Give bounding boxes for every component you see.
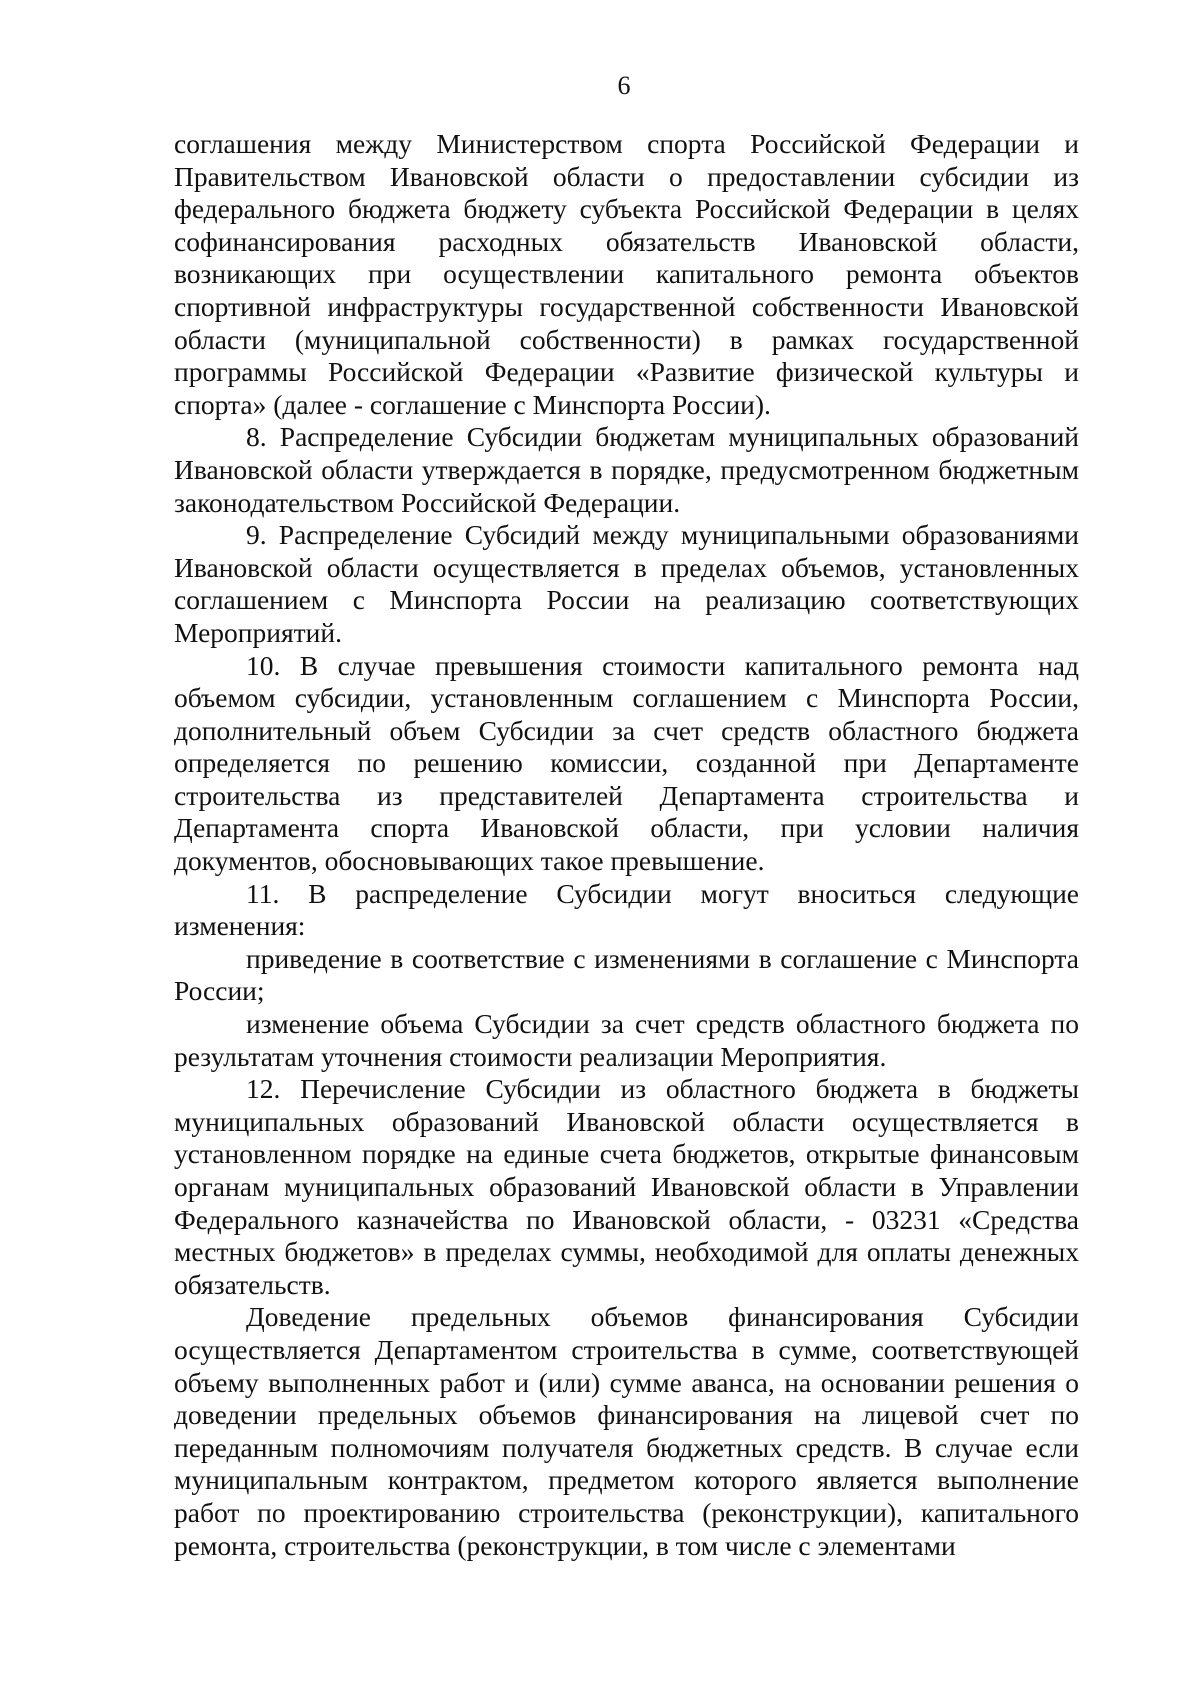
paragraph-agreement-continuation: соглашения между Министерством спорта Российской Федерации и Правительством Ивановской области о предоставлении субсидии из федерального бюджета бюджету субъекта Российской Федерации в целях софинансирования расходных обязательств Ивановской области, возникающих при осуществлении капитального ремонта объектов спортивной инфраструктуры государственной собственности Ивановской области (муниципальной собственности) в рамках государственной программы Российской Федерации «Развитие физической культуры и спорта» (далее - соглашение с Минспорта России). <box>174 128 1079 420</box>
paragraph-11-item-1: приведение в соответствие с изменениями в соглашение с Минспорта России; <box>174 942 1079 1007</box>
document-body <box>174 128 1079 1562</box>
paragraph-8: 8. Распределение Субсидии бюджетам муниципальных образований Ивановской области утверждается в порядке, предусмотренном бюджетным законодательством Российской Федерации. <box>174 421 1079 518</box>
paragraph-11: 11. В распределение Субсидии могут вноситься следующие изменения: <box>174 877 1079 942</box>
page-number: 6 <box>617 71 631 100</box>
paragraph-9: 9. Распределение Субсидий между муниципальными образованиями Ивановской области осуществляется в пределах объемов, установленных соглашением с Минспорта России на реализацию соответствующих Мероприятий. <box>174 519 1079 648</box>
paragraph-12: 12. Перечисление Субсидии из областного бюджета в бюджеты муниципальных образований Ивановской области осуществляется в установленном порядке на единые счета бюджетов, открытые финансовым органам муниципальных образований Ивановской области в Управлении Федерального казначейства по Ивановской области, - 03231 «Средства местных бюджетов» в пределах суммы, необходимой для оплаты денежных обязательств. <box>174 1073 1079 1300</box>
paragraph-financing-limits: Доведение предельных объемов финансирования Субсидии осуществляется Департаментом строительства в сумме, соответствующей объему выполненных работ и (или) сумме аванса, на основании решения о доведении предельных объемов финансирования на лицевой счет по переданным полномочиям получателя бюджетных средств. В случае если муниципальным контрактом, предметом которого является выполнение работ по проектированию строительства (реконструкции), капитального ремонта, строительства (реконструкции, в том числе с элементами <box>174 1301 1079 1561</box>
paragraph-10: 10. В случае превышения стоимости капитального ремонта над объемом субсидии, установленным соглашением с Минспорта России, дополнительный объем Субсидии за счет средств областного бюджета определяется по решению комиссии, созданной при Департаменте строительства из представителей Департамента строительства и Департамента спорта Ивановской области, при условии наличия документов, обосновывающих такое превышение. <box>174 649 1079 877</box>
paragraph-11-item-2: изменение объема Субсидии за счет средств областного бюджета по результатам уточнения стоимости реализации Мероприятия. <box>174 1008 1079 1072</box>
